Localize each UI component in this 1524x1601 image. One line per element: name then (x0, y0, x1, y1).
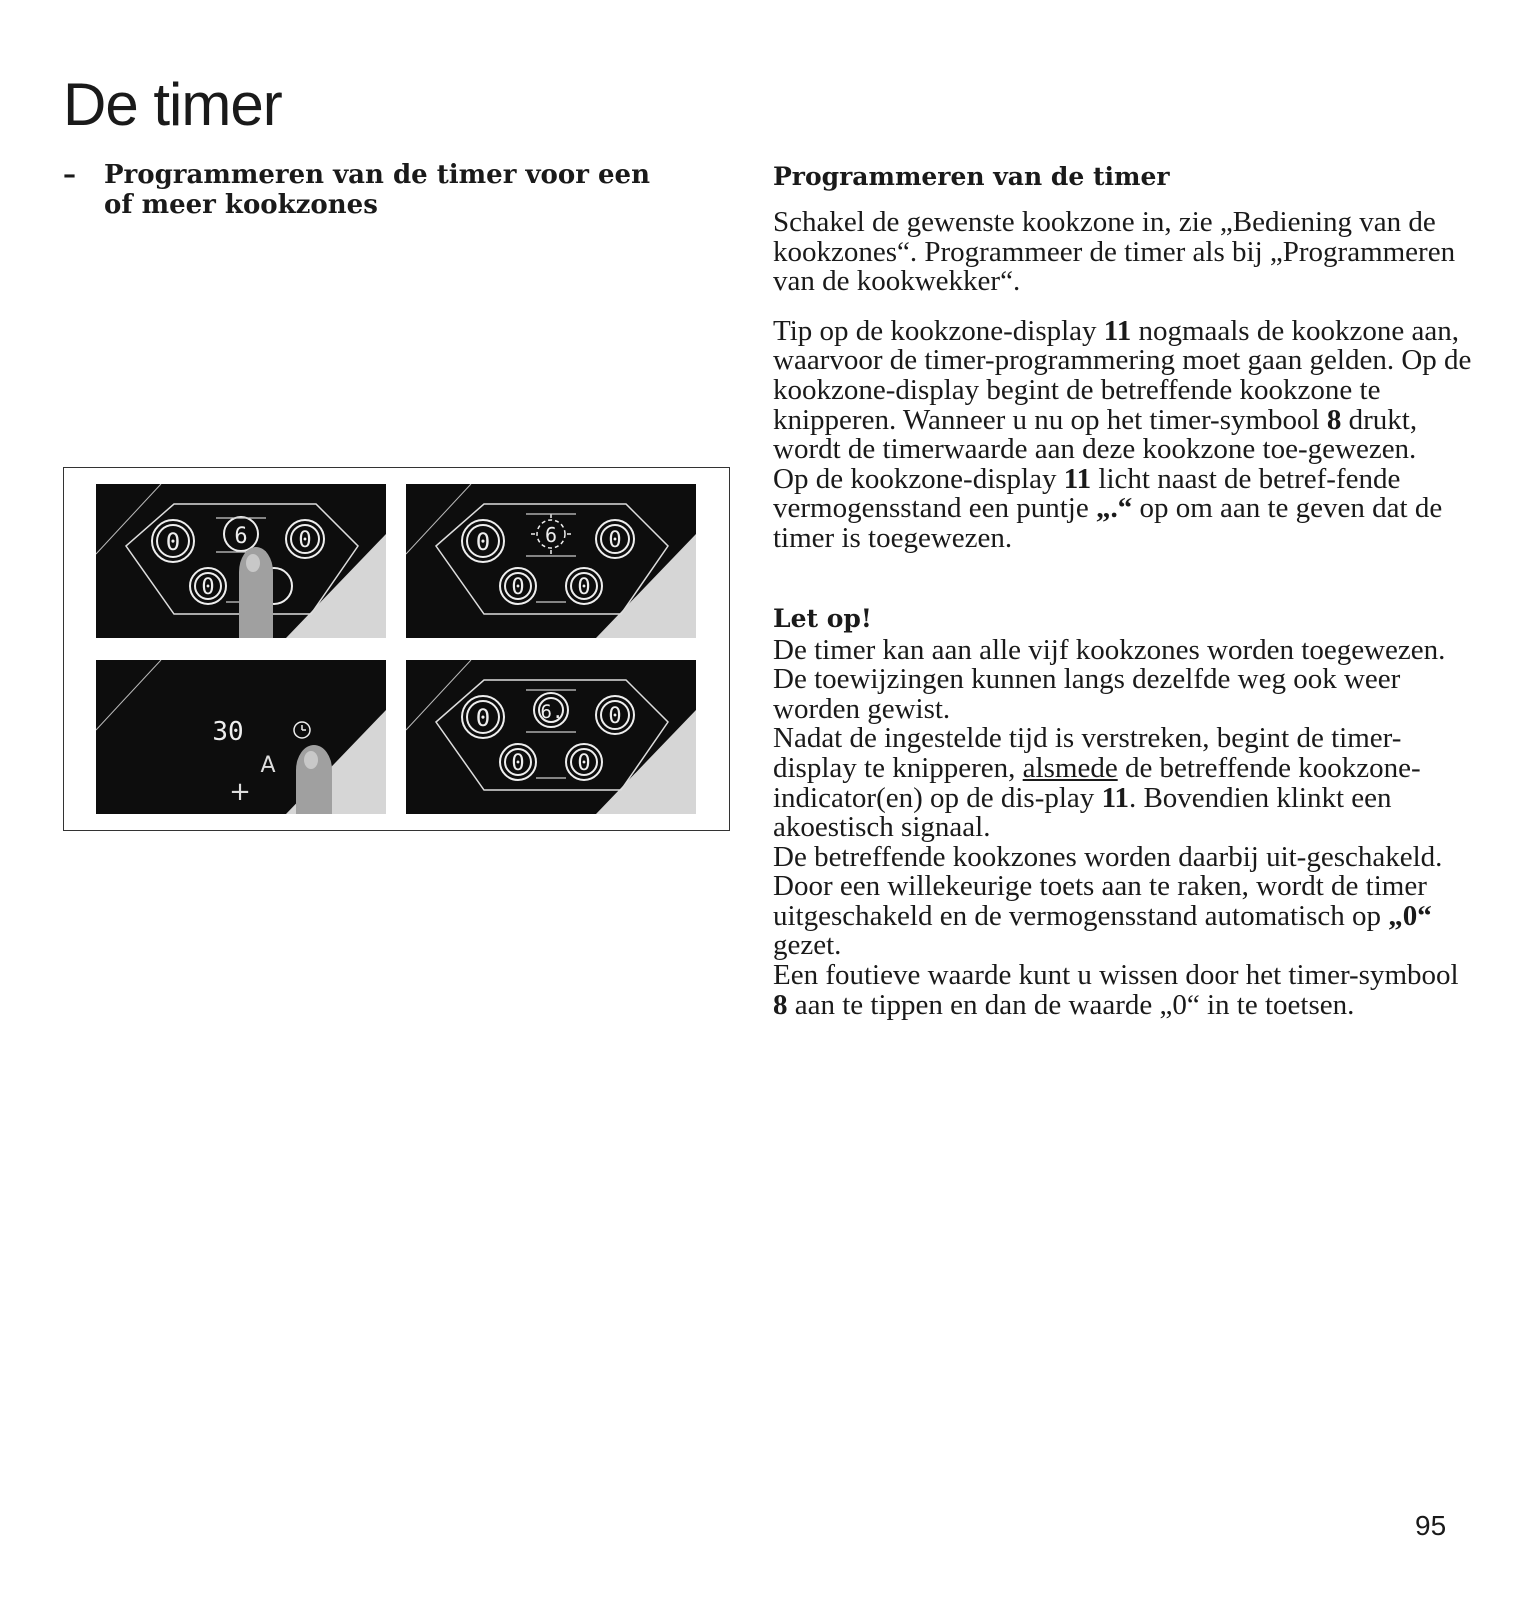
note-line: De timer kan aan alle vijf kookzones worden toegewezen. (773, 633, 1446, 666)
section-heading: Programmeren van de timer (773, 162, 1170, 191)
subheading-text: Programmeren van de timer voor een of meer kookzones (104, 160, 650, 220)
timer-control-diagram (96, 660, 386, 814)
auto-label: A (260, 753, 276, 778)
note-line: Een foutieve waarde kunt u wissen door het timer-symbool 8 aan te tippen en dan de waarde „0“ in te toetsen. (773, 959, 1459, 1021)
zone-digit: 6. (540, 701, 564, 723)
zone-digit: 0 (608, 704, 622, 729)
paragraph: Tip op de kookzone-display 11 nogmaals de kookzone aan, waarvoor de timer-programmering moet gaan gelden. Op de kookzone-display begint de betreffende kookzone te knipperen. Wanneer u nu op het timer-symbool 8 drukt, wordt de timerwaarde aan deze kookzone toe-gewezen. (773, 314, 1472, 466)
page-number: 95 (1415, 1510, 1447, 1541)
zone-digit: 0 (475, 704, 491, 732)
note-line: Door een willekeurige toets aan te raken, wordt de timer uitgeschakeld en de vermogensstand automatisch op „0“ gezet. (773, 870, 1432, 962)
finger-icon (296, 770, 332, 814)
plus-label: + (229, 777, 251, 807)
timer-display: 30 (212, 717, 244, 747)
note-line: De toewijzingen kunnen langs dezelfde weg ook weer worden gewist. (773, 663, 1401, 725)
finger-icon (239, 572, 273, 638)
panel-timer-setting (96, 660, 386, 814)
zone-digit: 0 (165, 528, 181, 556)
paragraph: Op de kookzone-display 11 licht naast de betref-fende vermogensstand een puntje „.“ op om aan te geven dat de timer is toegewezen. (773, 462, 1443, 554)
zone-digit: 0 (608, 528, 622, 553)
zone-digit: 6 (234, 524, 248, 549)
note-heading: Let op! (773, 603, 872, 633)
zone-digit: 6 (544, 523, 558, 547)
page-title: De timer (63, 71, 282, 138)
note-line: Nadat de ingestelde tijd is verstreken, begint de timer-display te knipperen, alsmede de betreffende kookzone-indicator(en) op de dis-play 11. Bovendien klinkt een akoestisch signaal. (773, 722, 1421, 844)
zone-digit: 0 (298, 528, 312, 553)
panel-select-zone (96, 484, 386, 638)
panel-timer-active (406, 484, 696, 638)
zone-digit: 0 (201, 575, 215, 600)
zone-digit: 0 (577, 575, 591, 600)
note-line: De betreffende kookzones worden daarbij uit-geschakeld. (773, 840, 1443, 873)
cooktop-diagram (96, 484, 386, 638)
cooktop-diagram (406, 484, 696, 638)
zone-digit: 0 (511, 575, 525, 600)
right-column (773, 160, 1473, 1020)
cooktop-diagram (406, 660, 696, 814)
paragraph: Schakel de gewenste kookzone in, zie „Bediening van de kookzones“. Programmeer de timer als bij „Programmeren van de kookwekker“. (773, 206, 1456, 298)
control-panel-illustration (63, 467, 730, 831)
zone-digit: 0 (511, 751, 525, 776)
zone-digit: 0 (475, 528, 491, 556)
panel-timer-assigned (406, 660, 696, 814)
zone-digit: 0 (577, 751, 591, 776)
subheading-dash: – (63, 160, 76, 190)
